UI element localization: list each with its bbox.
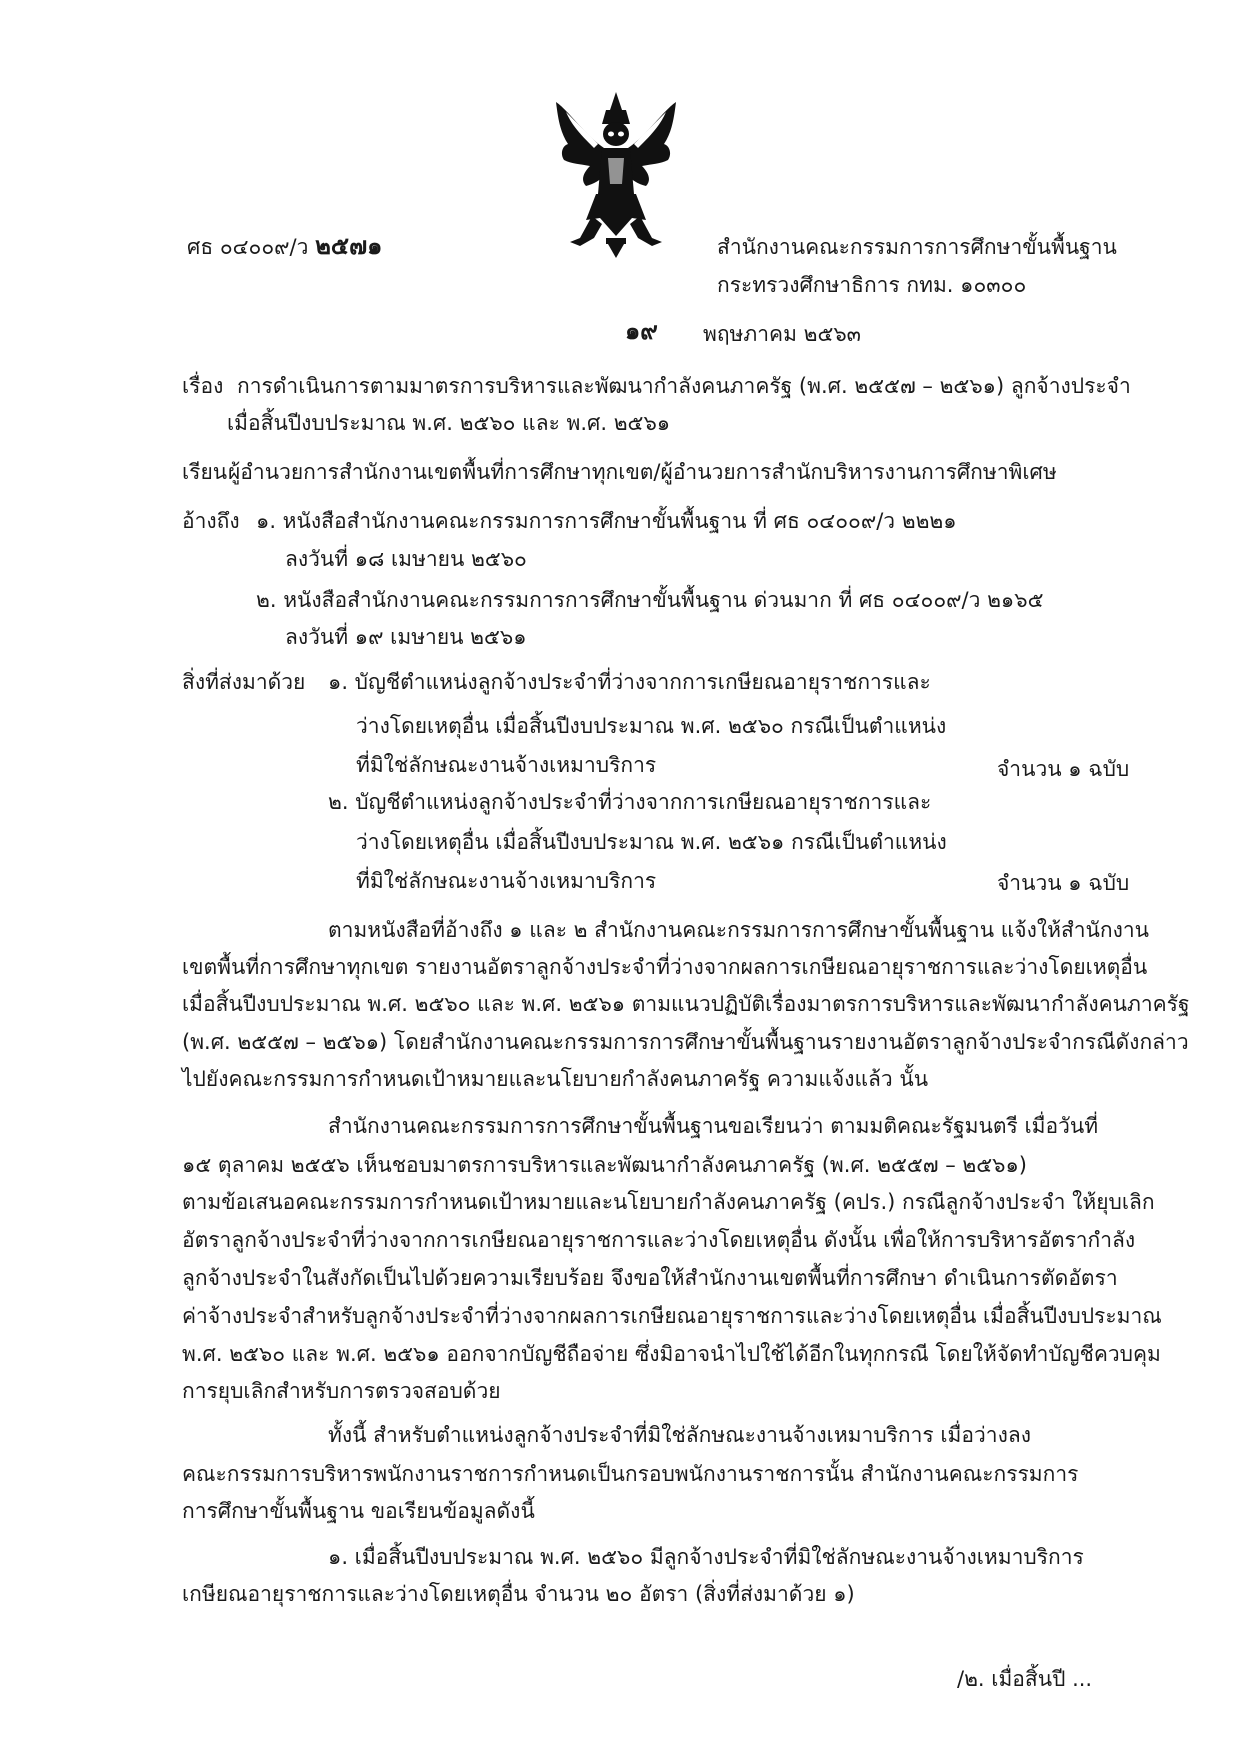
document-number-handwritten: ๒๕๗๑ bbox=[315, 231, 383, 260]
paragraph-2-line-2: ๑๕ ตุลาคม ๒๕๕๖ เห็นชอบมาตรการบริหารและพัฒนากำลังคนภาครัฐ (พ.ศ. ๒๕๕๗ – ๒๕๖๑) bbox=[182, 1153, 1027, 1177]
enclosure-item-1-line-1: ๑. บัญชีตำแหน่งลูกจ้างประจำที่ว่างจากการเกษียณอายุราชการและ bbox=[328, 670, 931, 694]
reference-item-2-date: ลงวันที่ ๑๙ เมษายน ๒๕๖๑ bbox=[285, 625, 527, 649]
paragraph-2-line-5: ลูกจ้างประจำในสังกัดเป็นไปด้วยความเรียบร้อย จึงขอให้สำนักงานเขตพื้นที่การศึกษา ดำเนินการตัดอัตรา bbox=[182, 1266, 1118, 1290]
paragraph-1-line-5: ไปยังคณะกรรมการกำหนดเป้าหมายและนโยบายกำลังคนภาครัฐ ความแจ้งแล้ว นั้น bbox=[182, 1067, 929, 1091]
subject-line-1: การดำเนินการตามมาตรการบริหารและพัฒนากำลังคนภาครัฐ (พ.ศ. ๒๕๕๗ – ๒๕๖๑) ลูกจ้างประจำ bbox=[237, 374, 1131, 398]
paragraph-1-line-3: เมื่อสิ้นปีงบประมาณ พ.ศ. ๒๕๖๐ และ พ.ศ. ๒๕๖๑ ตามแนวปฏิบัติเรื่องมาตรการบริหารและพัฒนากำลังคนภาครัฐ bbox=[182, 992, 1190, 1016]
paragraph-2-line-8: การยุบเลิกสำหรับการตรวจสอบด้วย bbox=[182, 1379, 501, 1403]
document-number bbox=[187, 231, 383, 260]
addressee-label: เรียน bbox=[182, 460, 228, 484]
issuing-office-address: กระทรวงศึกษาธิการ กทม. ๑๐๓๐๐ bbox=[717, 273, 1027, 297]
page-continuation: /๒. เมื่อสิ้นปี ... bbox=[957, 1667, 1093, 1691]
paragraph-2-line-7: พ.ศ. ๒๕๖๐ และ พ.ศ. ๒๕๖๑ ออกจากบัญชีถือจ่าย ซึ่งมิอาจนำไปใช้ได้อีกในทุกกรณี โดยให้จัดทำบัญชีควบคุม bbox=[182, 1342, 1161, 1366]
paragraph-3-line-3: การศึกษาขั้นพื้นฐาน ขอเรียนข้อมูลดังนี้ bbox=[182, 1499, 535, 1523]
enclosure-item-1-line-2: ว่างโดยเหตุอื่น เมื่อสิ้นปีงบประมาณ พ.ศ. ๒๕๖๐ กรณีเป็นตำแหน่ง bbox=[356, 714, 947, 738]
issuing-office: สำนักงานคณะกรรมการการศึกษาขั้นพื้นฐาน bbox=[717, 235, 1117, 259]
enclosure-item-2-line-3: ที่มิใช่ลักษณะงานจ้างเหมาบริการ bbox=[356, 869, 657, 893]
date-day-handwritten: ๑๙ bbox=[625, 316, 658, 345]
enclosure-item-1-quantity: จำนวน ๑ ฉบับ bbox=[997, 757, 1130, 781]
reference-item-1: ๑. หนังสือสำนักงานคณะกรรมการการศึกษาขั้นพื้นฐาน ที่ ศธ ๐๔๐๐๙/ว ๒๒๒๑ bbox=[256, 509, 957, 533]
document-number-prefix: ศธ ๐๔๐๐๙/ว bbox=[187, 235, 309, 259]
paragraph-1-line-4: (พ.ศ. ๒๕๕๗ – ๒๕๖๑) โดยสำนักงานคณะกรรมการการศึกษาขั้นพื้นฐานรายงานอัตราลูกจ้างประจำกรณีดังกล่าว bbox=[182, 1030, 1189, 1054]
paragraph-4-line-1: ๑. เมื่อสิ้นปีงบประมาณ พ.ศ. ๒๕๖๐ มีลูกจ้างประจำที่มิใช่ลักษณะงานจ้างเหมาบริการ bbox=[328, 1545, 1084, 1569]
reference-label: อ้างถึง bbox=[182, 509, 240, 533]
paragraph-2-line-3: ตามข้อเสนอคณะกรรมการกำหนดเป้าหมายและนโยบายกำลังคนภาครัฐ (คปร.) กรณีลูกจ้างประจำ ให้ยุบเลิก bbox=[182, 1190, 1155, 1214]
paragraph-3-line-1: ทั้งนี้ สำหรับตำแหน่งลูกจ้างประจำที่มิใช่ลักษณะงานจ้างเหมาบริการ เมื่อว่างลง bbox=[328, 1423, 1031, 1447]
addressee-text: ผู้อำนวยการสำนักงานเขตพื้นที่การศึกษาทุกเขต/ผู้อำนวยการสำนักบริหารงานการศึกษาพิเศษ bbox=[228, 460, 1057, 484]
paragraph-4-line-2: เกษียณอายุราชการและว่างโดยเหตุอื่น จำนวน ๒๐ อัตรา (สิ่งที่ส่งมาด้วย ๑) bbox=[182, 1582, 855, 1606]
enclosure-item-2-line-1: ๒. บัญชีตำแหน่งลูกจ้างประจำที่ว่างจากการเกษียณอายุราชการและ bbox=[328, 790, 932, 814]
enclosure-item-2-line-2: ว่างโดยเหตุอื่น เมื่อสิ้นปีงบประมาณ พ.ศ. ๒๕๖๑ กรณีเป็นตำแหน่ง bbox=[356, 830, 947, 854]
paragraph-3-line-2: คณะกรรมการบริหารพนักงานราชการกำหนดเป็นกรอบพนักงานราชการนั้น สำนักงานคณะกรรมการ bbox=[182, 1462, 1079, 1486]
document-date: พฤษภาคม ๒๕๖๓ bbox=[703, 322, 862, 346]
garuda-emblem bbox=[550, 88, 682, 260]
paragraph-2-line-4: อัตราลูกจ้างประจำที่ว่างจากการเกษียณอายุราชการและว่างโดยเหตุอื่น ดังนั้น เพื่อให้การบริหารอัตรากำลัง bbox=[182, 1228, 1136, 1252]
paragraph-1-line-2: เขตพื้นที่การศึกษาทุกเขต รายงานอัตราลูกจ้างประจำที่ว่างจากผลการเกษียณอายุราชการและว่างโดยเหตุอื่น bbox=[182, 955, 1148, 979]
enclosure-label: สิ่งที่ส่งมาด้วย bbox=[182, 670, 306, 694]
subject-line-2: เมื่อสิ้นปีงบประมาณ พ.ศ. ๒๕๖๐ และ พ.ศ. ๒๕๖๑ bbox=[227, 411, 671, 435]
subject-label: เรื่อง bbox=[182, 374, 224, 398]
enclosure-item-1-line-3: ที่มิใช่ลักษณะงานจ้างเหมาบริการ bbox=[356, 753, 657, 777]
reference-item-2: ๒. หนังสือสำนักงานคณะกรรมการการศึกษาขั้นพื้นฐาน ด่วนมาก ที่ ศธ ๐๔๐๐๙/ว ๒๑๖๕ bbox=[256, 588, 1044, 612]
enclosure-item-2-quantity: จำนวน ๑ ฉบับ bbox=[997, 871, 1130, 895]
reference-item-1-date: ลงวันที่ ๑๘ เมษายน ๒๕๖๐ bbox=[285, 547, 527, 571]
paragraph-2-line-6: ค่าจ้างประจำสำหรับลูกจ้างประจำที่ว่างจากผลการเกษียณอายุราชการและว่างโดยเหตุอื่น เมื่อสิ้นปีงบประมาณ bbox=[182, 1304, 1162, 1328]
paragraph-1-line-1: ตามหนังสือที่อ้างถึง ๑ และ ๒ สำนักงานคณะกรรมการการศึกษาขั้นพื้นฐาน แจ้งให้สำนักงาน bbox=[328, 918, 1150, 942]
paragraph-2-line-1: สำนักงานคณะกรรมการการศึกษาขั้นพื้นฐานขอเรียนว่า ตามมติคณะรัฐมนตรี เมื่อวันที่ bbox=[328, 1114, 1099, 1138]
